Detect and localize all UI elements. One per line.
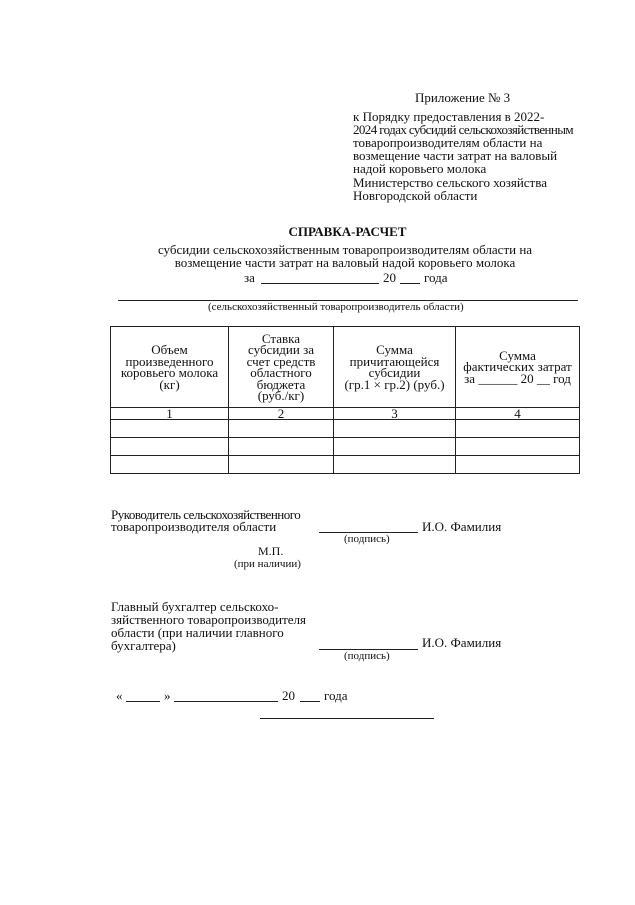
- director-name: И.О. Фамилия: [422, 519, 502, 534]
- producer-caption: (сельскохозяйственный товаропроизводитель области): [208, 301, 464, 313]
- bottom-signature-line[interactable]: [260, 718, 434, 719]
- accountant-title: зяйственного товаропроизводителя: [111, 612, 306, 627]
- table-cell[interactable]: [334, 456, 456, 474]
- stamp-note: (при наличии): [234, 558, 301, 570]
- date-open-quote: «: [116, 688, 123, 703]
- column-number: 3: [334, 408, 456, 420]
- table-header-row: [111, 327, 580, 408]
- director-signature-caption: (подпись): [344, 533, 390, 545]
- appendix-line: возмещение части затрат на валовый: [353, 148, 558, 163]
- appendix-title: Приложение № 3: [415, 90, 511, 105]
- subtitle-line: субсидии сельскохозяйственным товаропроизводителям области на: [157, 242, 533, 257]
- stamp-label: М.П.: [258, 544, 284, 558]
- period-year: 20: [383, 270, 396, 285]
- appendix-line: товаропроизводителям области на: [353, 135, 543, 150]
- accountant-title: бухгалтера): [111, 638, 176, 653]
- subtitle-line: возмещение части затрат на валовый надой коровьего молока: [174, 255, 516, 270]
- table-cell[interactable]: [111, 420, 229, 438]
- appendix-line: к Порядку предоставления в 2022-: [353, 109, 545, 124]
- director-title: Руководитель сельскохозяйственного: [111, 507, 301, 522]
- table-cell[interactable]: [334, 438, 456, 456]
- header-cell-subsidy: Сумма причитающейся субсидии (гр.1 × гр.2) (руб.): [334, 327, 456, 408]
- table-row: [111, 438, 580, 456]
- table-cell[interactable]: [229, 438, 334, 456]
- table-cell[interactable]: [111, 438, 229, 456]
- appendix-line: 2024 годах субсидий сельскохозяйственным: [353, 122, 574, 137]
- date-close-quote: »: [164, 688, 171, 703]
- accountant-signature-caption: (подпись): [344, 650, 390, 662]
- date-month-blank[interactable]: [174, 701, 278, 702]
- table-cell[interactable]: [456, 438, 580, 456]
- table-cell[interactable]: [456, 456, 580, 474]
- ministry-line: Министерство сельского хозяйства: [353, 175, 547, 190]
- table-number-row: [111, 408, 580, 420]
- period-year-blank: [400, 283, 420, 284]
- column-number: 4: [456, 408, 580, 420]
- table-cell[interactable]: [229, 420, 334, 438]
- table-row: [111, 420, 580, 438]
- accountant-title: области (при наличии главного: [111, 625, 284, 640]
- accountant-title: Главный бухгалтер сельскохо-: [111, 599, 279, 614]
- column-number: 2: [229, 408, 334, 420]
- table-cell[interactable]: [229, 456, 334, 474]
- director-title: товаропроизводителя области: [111, 519, 277, 534]
- date-year-blank[interactable]: [300, 701, 320, 702]
- period-prefix: за: [244, 270, 255, 285]
- calculation-table: [110, 326, 580, 474]
- ministry-line: Новгородской области: [353, 188, 478, 203]
- header-cell-rate: Ставка субсидии за счет средств областного бюджета (руб./кг): [229, 327, 334, 408]
- date-suffix: года: [324, 688, 348, 703]
- header-cell-volume: Объем произведенного коровьего молока (кг): [111, 327, 229, 408]
- table-row: [111, 456, 580, 474]
- date-day-blank[interactable]: [126, 701, 160, 702]
- date-year: 20: [282, 688, 295, 703]
- period-blank: [261, 283, 379, 284]
- period-suffix: года: [424, 270, 448, 285]
- header-cell-costs: Сумма фактических затрат за ______ 20 __ год: [456, 327, 580, 408]
- table-cell[interactable]: [111, 456, 229, 474]
- document-title: СПРАВКА-РАСЧЕТ: [288, 224, 407, 239]
- column-number: 1: [111, 408, 229, 420]
- appendix-line: надой коровьего молока: [353, 161, 487, 176]
- accountant-name: И.О. Фамилия: [422, 635, 502, 650]
- table-cell[interactable]: [334, 420, 456, 438]
- table-cell[interactable]: [456, 420, 580, 438]
